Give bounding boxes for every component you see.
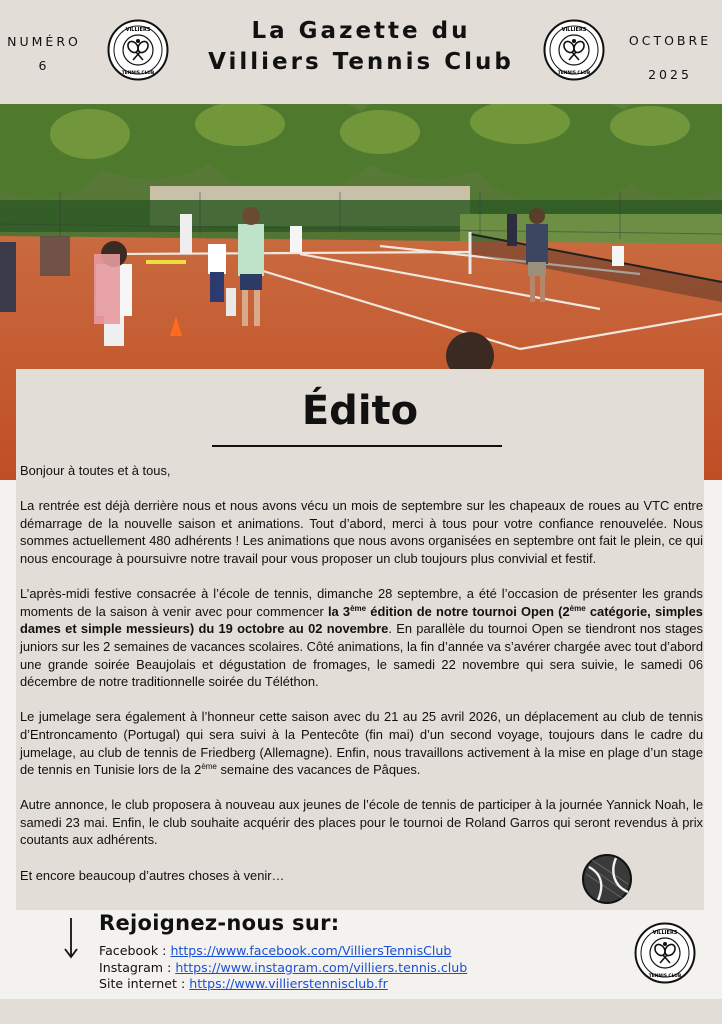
club-logo-icon: [107, 19, 169, 81]
highlight-part-3: catégorie, simples dames et simple messieurs) du 19 octobre au 02 novembre: [20, 603, 703, 637]
superscript: ème: [201, 762, 217, 772]
paragraph-3-end: semaine des vacances de Pâques.: [216, 762, 421, 778]
masthead: [0, 0, 722, 104]
club-logo-icon: [634, 922, 696, 984]
edito-body: [20, 462, 703, 902]
edito-paragraph-2: [20, 585, 703, 691]
title-line-2: Villiers Tennis Club: [208, 49, 514, 75]
edito-section: [16, 369, 704, 910]
edito-title: Édito: [301, 388, 419, 434]
logo-text-top: VILLIERS: [561, 27, 587, 33]
instagram-link[interactable]: https://www.instagram.com/villiers.tennis.club: [175, 959, 468, 975]
website-label: Site internet :: [99, 976, 190, 991]
edito-paragraph-1: La rentrée est déjà derrière nous et nous avons vécu un mois de septembre sur les chapeaux de roues au VTC entre démarrage de la nouvelle saison et animations. Tout d’abord, merci à tous pour votre confiance renouvelée. Nous sommes actuellement 480 adhérents ! Les animations que nous avons organisées en septembre ont fait le plein, ce qui nous encourage à poursuivre notre travail pour vous proposer un club toujours plus convivial et festif.: [20, 498, 703, 566]
instagram-label: Instagram :: [99, 959, 176, 975]
logo-text-top: VILLIERS: [652, 930, 678, 936]
logo-text-bottom: TENNIS CLUB: [557, 71, 591, 76]
social-links: [99, 943, 467, 993]
instagram-row: [99, 960, 467, 977]
superscript: ème: [350, 603, 367, 613]
issue-number: [0, 30, 88, 78]
edito-paragraph-4: Autre annonce, le club proposera à nouveau aux jeunes de l’école de tennis de participer à la journée Yannick Noah, le samedi 23 mai. Enfin, le club souhaite acquérir des places pour le tournoi de Roland Garros qui seront revendus à prix coutants aux adhérents.: [20, 797, 703, 848]
issue-value: 6: [38, 58, 50, 73]
arrow-down-icon: [62, 916, 80, 960]
facebook-label: Facebook :: [99, 943, 171, 958]
paragraph-2-rest: . En parallèle du tournoi Open se tiendront nos stages juniors sur les 2 semaines de vacances scolaires. Côté animations, la fin d’année va s’avérer chargée avec tout d’abord une grande soirée Beaujolais et dégustation de fromages, le samedi 22 novembre qui sera suivie, le samedi 06 décembre de notre traditionnelle soirée du Téléthon.: [20, 621, 703, 690]
superscript: ème: [569, 603, 586, 613]
logo-text-bottom: TENNIS CLUB: [121, 71, 155, 76]
issue-month: OCTOBRE: [628, 33, 712, 48]
website-link[interactable]: https://www.villierstennisclub.fr: [189, 976, 388, 991]
logo-text-bottom: TENNIS CLUB: [648, 974, 682, 979]
title-divider: [212, 445, 502, 447]
footer-band: [0, 999, 722, 1024]
issue-year: 2025: [648, 67, 692, 82]
title-line-1: La Gazette du: [251, 18, 471, 44]
newsletter-title: [174, 16, 548, 78]
facebook-row: [99, 943, 467, 960]
tennis-ball-icon: [580, 852, 634, 906]
club-logo-icon: [543, 19, 605, 81]
highlight-part-2: édition de notre tournoi Open (2: [366, 603, 570, 619]
highlight-part-1: la 3: [327, 603, 351, 619]
logo-text-top: VILLIERS: [125, 27, 151, 33]
website-row: [99, 976, 467, 993]
edito-paragraph-3: [20, 708, 703, 778]
facebook-link[interactable]: https://www.facebook.com/VilliersTennisClub: [170, 943, 452, 958]
edito-closing: Et encore beaucoup d’autres choses à venir…: [20, 867, 285, 883]
paragraph-3-main: Le jumelage sera également à l’honneur cette saison avec du 21 au 25 avril 2026, un déplacement au club de tennis d’Entroncamento (Portugal) qui sera suivi à la Pentecôte (fin mai) d’un second voyage, toujours dans le cadre du jumelage, au club de tennis de Friedberg (Allemagne). Enfin, nous travaillons activement à la mise en plage d’un stage de tennis en Tunisie lors de la 2: [20, 709, 703, 778]
paragraph-2-intro: L’après-midi festive consacrée à l’école de tennis, dimanche 28 septembre, a été l’occasion de présenter les grands moments de la saison à venir avec pour commencer: [20, 586, 703, 619]
issue-date: [618, 24, 722, 92]
edito-greeting: Bonjour à toutes et à tous,: [20, 463, 171, 478]
join-us-heading: Rejoignez-nous sur:: [99, 911, 340, 935]
issue-label: NUMÉRO: [7, 34, 81, 49]
